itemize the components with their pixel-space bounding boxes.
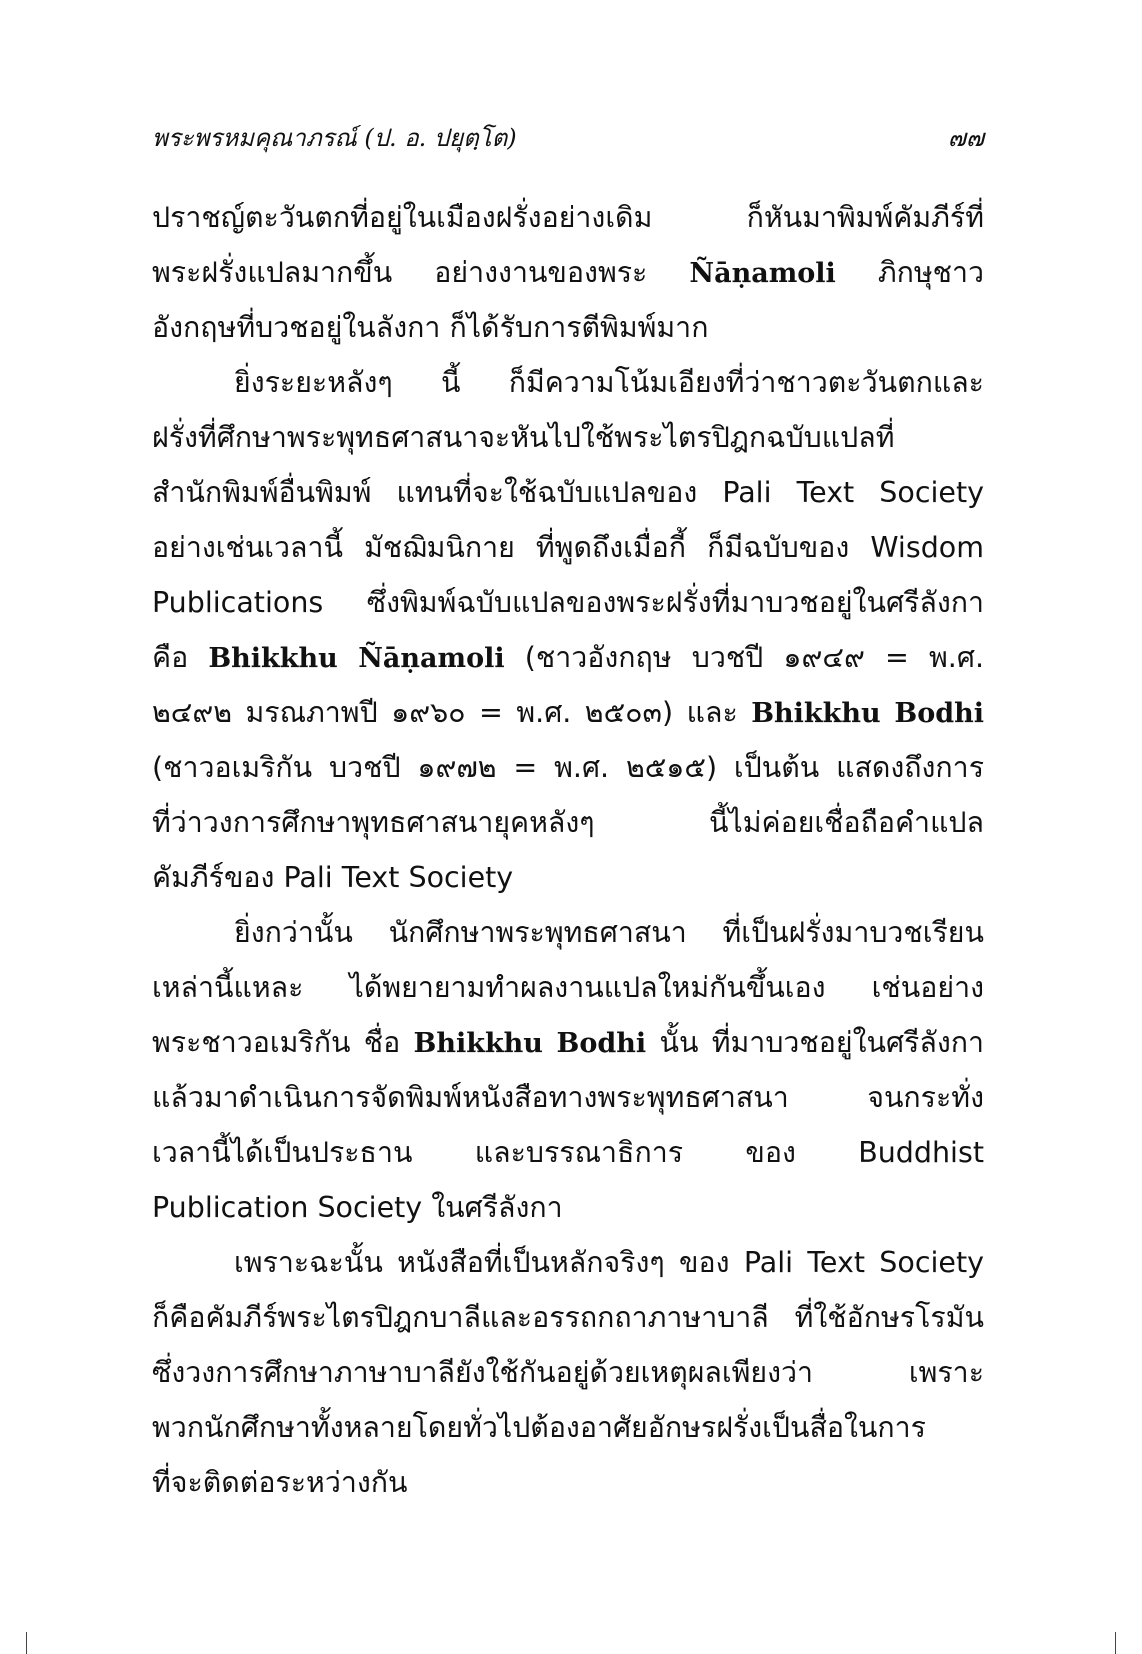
paragraph-start-line: เพราะฉะนั้น หนังสือที่เป็นหลักจริงๆ ของ Pali Text Society bbox=[234, 1246, 984, 1279]
text-line: ที่ว่าวงการศึกษาพุทธศาสนายุคหลังๆ นี้ไม่ค่อยเชื่อถือคำแปล bbox=[152, 806, 984, 839]
text-line: คัมภีร์ของ Pali Text Society bbox=[152, 861, 514, 894]
text-line: เวลานี้ได้เป็นประธาน และบรรณาธิการ ของ Buddhist bbox=[152, 1136, 984, 1169]
text-line: พระฝรั่งแปลมากขึ้น อย่างงานของพระ Ñāṇamoli ภิกษุชาว bbox=[152, 256, 984, 289]
pali-name: Bhikkhu Bodhi bbox=[751, 698, 984, 729]
text-line: Publication Society ในศรีลังกา bbox=[152, 1191, 563, 1224]
text-line: ๒๔๙๒ มรณภาพปี ๑๙๖๐ = พ.ศ. ๒๕๐๓) และ Bhikkhu Bodhi bbox=[152, 696, 984, 729]
text-line: สำนักพิมพ์อื่นพิมพ์ แทนที่จะใช้ฉบับแปลของ Pali Text Society bbox=[152, 476, 984, 509]
paragraph-start-line: ยิ่งกว่านั้น นักศึกษาพระพุทธศาสนา ที่เป็นฝรั่งมาบวชเรียน bbox=[234, 916, 984, 949]
text-line: อังกฤษที่บวชอยู่ในลังกา ก็ได้รับการตีพิมพ์มาก bbox=[152, 311, 709, 344]
crop-mark bbox=[26, 1632, 27, 1654]
text-line: พวกนักศึกษาทั้งหลายโดยทั่วไปต้องอาศัยอักษรฝรั่งเป็นสื่อในการ bbox=[152, 1411, 926, 1444]
text-line: Publications ซึ่งพิมพ์ฉบับแปลของพระฝรั่งที่มาบวชอยู่ในศรีลังกา bbox=[152, 586, 984, 619]
text-line: แล้วมาดำเนินการจัดพิมพ์หนังสือทางพระพุทธศาสนา จนกระทั่ง bbox=[152, 1081, 984, 1114]
text-line: ซึ่งวงการศึกษาภาษาบาลียังใช้กันอยู่ด้วยเหตุผลเพียงว่า เพราะ bbox=[152, 1356, 984, 1389]
pali-name: Bhikkhu Bodhi bbox=[413, 1028, 647, 1059]
crop-mark bbox=[1115, 1632, 1116, 1654]
text-line: ฝรั่งที่ศึกษาพระพุทธศาสนาจะหันไปใช้พระไตรปิฎกฉบับแปลที่ bbox=[152, 421, 895, 454]
page-number: ๗๗ bbox=[947, 124, 984, 152]
body-text bbox=[152, 190, 984, 1510]
text-line: เหล่านี้แหละ ได้พยายามทำผลงานแปลใหม่กันขึ้นเอง เช่นอย่าง bbox=[152, 971, 984, 1004]
paragraph-start-line: ยิ่งระยะหลังๆ นี้ ก็มีความโน้มเอียงที่ว่าชาวตะวันตกและ bbox=[234, 366, 984, 399]
running-title: พระพรหมคุณาภรณ์ (ป. อ. ปยุตฺโต) bbox=[152, 124, 517, 152]
text-line: (ชาวอเมริกัน บวชปี ๑๙๗๒ = พ.ศ. ๒๕๑๕) เป็นต้น แสดงถึงการ bbox=[152, 751, 984, 784]
text-line: ก็คือคัมภีร์พระไตรปิฎกบาลีและอรรถกถาภาษาบาลี ที่ใช้อักษรโรมัน bbox=[152, 1301, 984, 1334]
text-line: ปราชญ์ตะวันตกที่อยู่ในเมืองฝรั่งอย่างเดิม ก็หันมาพิมพ์คัมภีร์ที่ bbox=[152, 201, 984, 234]
running-header bbox=[152, 118, 984, 158]
text-line: คือ Bhikkhu Ñāṇamoli (ชาวอังกฤษ บวชปี ๑๙๔๙ = พ.ศ. bbox=[152, 641, 984, 674]
pali-name: Bhikkhu Ñāṇamoli bbox=[208, 643, 505, 674]
pali-name: Ñāṇamoli bbox=[689, 258, 836, 289]
text-line: อย่างเช่นเวลานี้ มัชฌิมนิกาย ที่พูดถึงเมื่อกี้ ก็มีฉบับของ Wisdom bbox=[152, 531, 984, 564]
text-line: ที่จะติดต่อระหว่างกัน bbox=[152, 1466, 408, 1499]
text-line: พระชาวอเมริกัน ชื่อ Bhikkhu Bodhi นั้น ที่มาบวชอยู่ในศรีลังกา bbox=[152, 1026, 984, 1059]
